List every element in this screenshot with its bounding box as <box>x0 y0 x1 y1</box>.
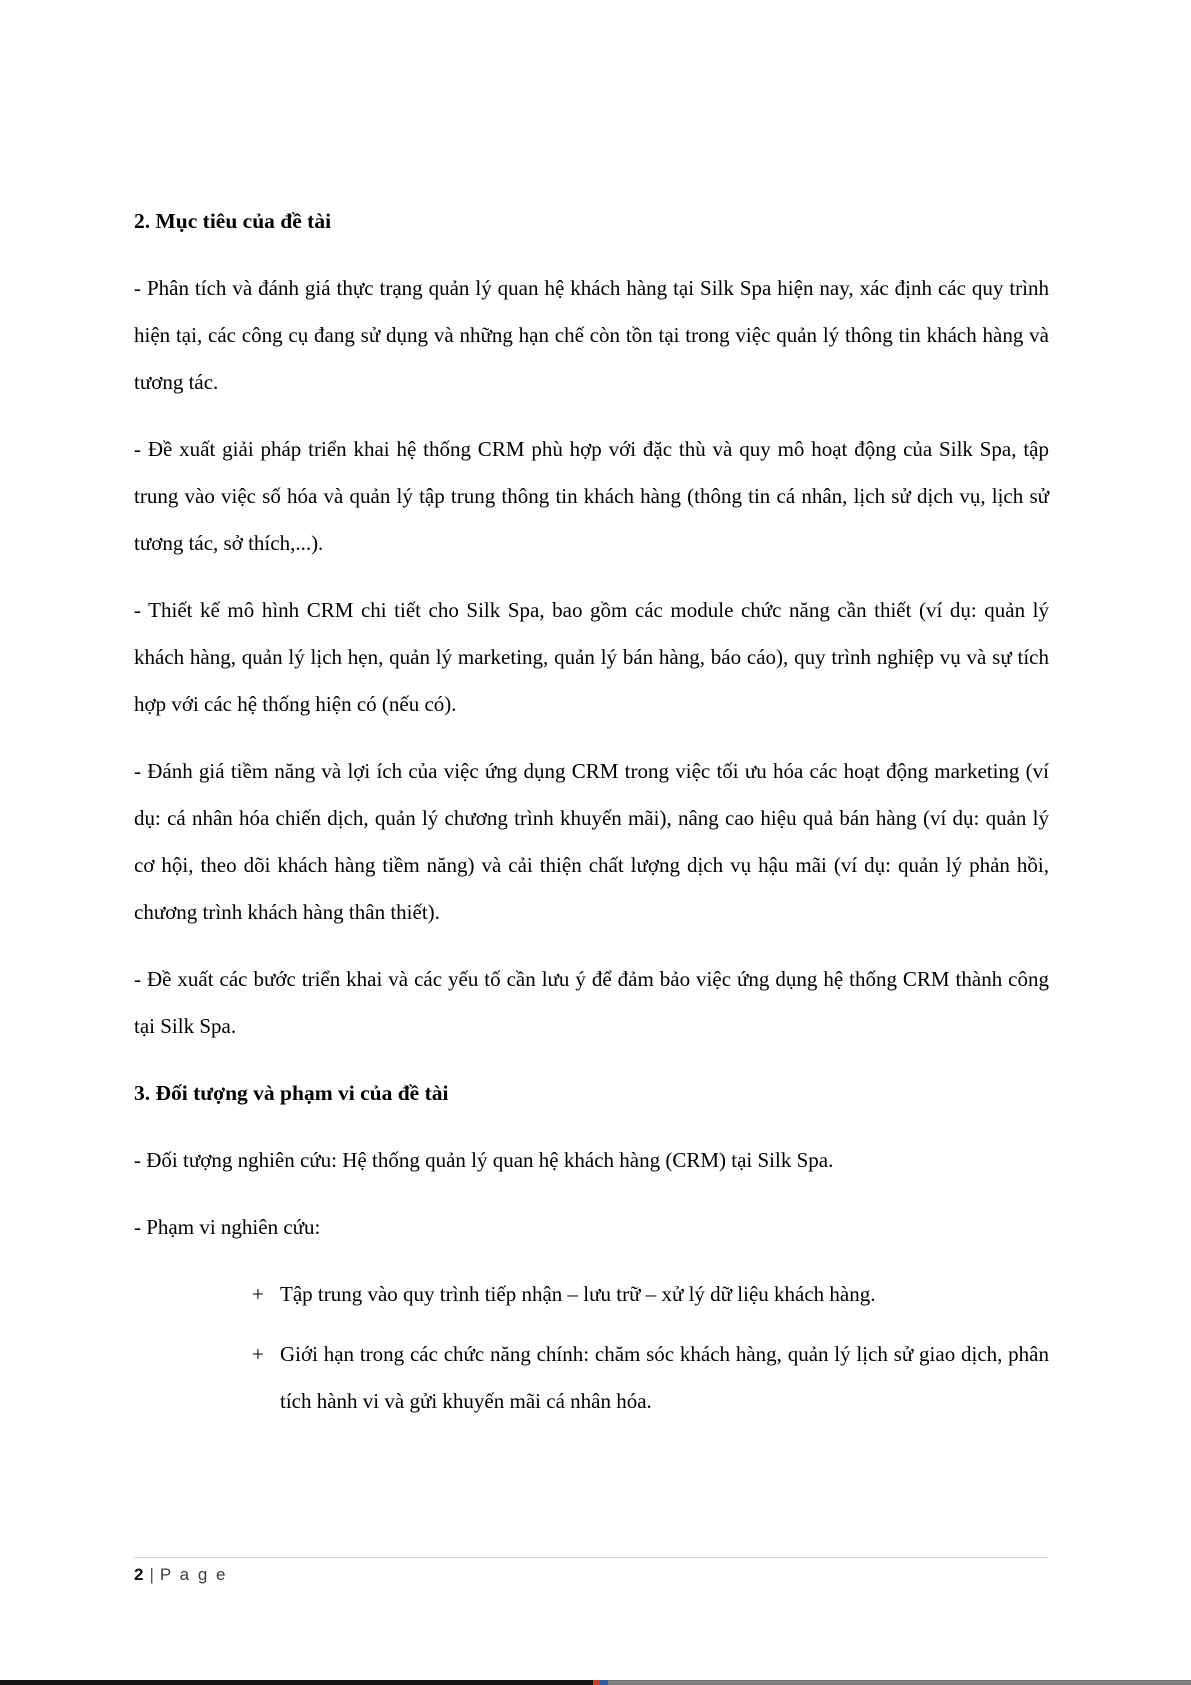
list-item <box>134 1271 1049 1318</box>
paragraph: - Thiết kế mô hình CRM chi tiết cho Silk Spa, bao gồm các module chức năng cần thiết (ví dụ: quản lý khách hàng, quản lý lịch hẹn, quản lý marketing, quản lý bán hàng, báo cáo), quy trình nghiệp vụ và sự tích hợp với các hệ thống hiện có (nếu có). <box>134 598 1049 716</box>
list-item <box>134 1331 1049 1425</box>
document-content <box>134 198 1049 1438</box>
plus-bullet-marker: + <box>252 1342 264 1366</box>
footer-page-word: P a g e <box>159 1565 228 1584</box>
paragraph: - Đề xuất các bước triển khai và các yếu tố cần lưu ý để đảm bảo việc ứng dụng hệ thống CRM thành công tại Silk Spa. <box>134 967 1049 1038</box>
taskbar-icon-fragment-red <box>593 1680 600 1685</box>
taskbar-gray-segment <box>608 1680 1191 1685</box>
paragraph: - Phạm vi nghiên cứu: <box>134 1215 321 1239</box>
paragraph: - Phân tích và đánh giá thực trạng quản lý quan hệ khách hàng tại Silk Spa hiện nay, xác định các quy trình hiện tại, các công cụ đang sử dụng và những hạn chế còn tồn tại trong việc quản lý thông tin khách hàng và tương tác. <box>134 276 1049 394</box>
taskbar-icon-fragment-blue <box>600 1680 608 1685</box>
list-item-text: Tập trung vào quy trình tiếp nhận – lưu trữ – xử lý dữ liệu khách hàng. <box>280 1282 876 1306</box>
taskbar-edge <box>0 1680 1191 1685</box>
paragraph: - Đánh giá tiềm năng và lợi ích của việc ứng dụng CRM trong việc tối ưu hóa các hoạt động marketing (ví dụ: cá nhân hóa chiến dịch, quản lý chương trình khuyến mãi), nâng cao hiệu quả bán hàng (ví dụ: quản lý cơ hội, theo dõi khách hàng tiềm năng) và cải thiện chất lượng dịch vụ hậu mãi (ví dụ: quản lý phản hồi, chương trình khách hàng thân thiết). <box>134 759 1049 924</box>
paragraph: - Đối tượng nghiên cứu: Hệ thống quản lý quan hệ khách hàng (CRM) tại Silk Spa. <box>134 1148 834 1172</box>
page-number: 2 <box>134 1565 145 1584</box>
footer-divider <box>134 1557 1049 1558</box>
page-number-label <box>134 1565 1049 1585</box>
footer-separator: | <box>149 1565 155 1584</box>
section-heading: 2. Mục tiêu của đề tài <box>134 209 332 233</box>
taskbar-dark-segment <box>0 1680 593 1685</box>
plus-bullet-marker: + <box>252 1282 264 1306</box>
page-footer <box>134 1557 1049 1585</box>
paragraph: - Đề xuất giải pháp triển khai hệ thống CRM phù hợp với đặc thù và quy mô hoạt động của Silk Spa, tập trung vào việc số hóa và quản lý tập trung thông tin khách hàng (thông tin cá nhân, lịch sử dịch vụ, lịch sử tương tác, sở thích,...). <box>134 437 1049 555</box>
list-item-text: Giới hạn trong các chức năng chính: chăm sóc khách hàng, quản lý lịch sử giao dịch, phân tích hành vi và gửi khuyến mãi cá nhân hóa. <box>280 1342 1049 1413</box>
section-heading: 3. Đối tượng và phạm vi của đề tài <box>134 1081 449 1105</box>
